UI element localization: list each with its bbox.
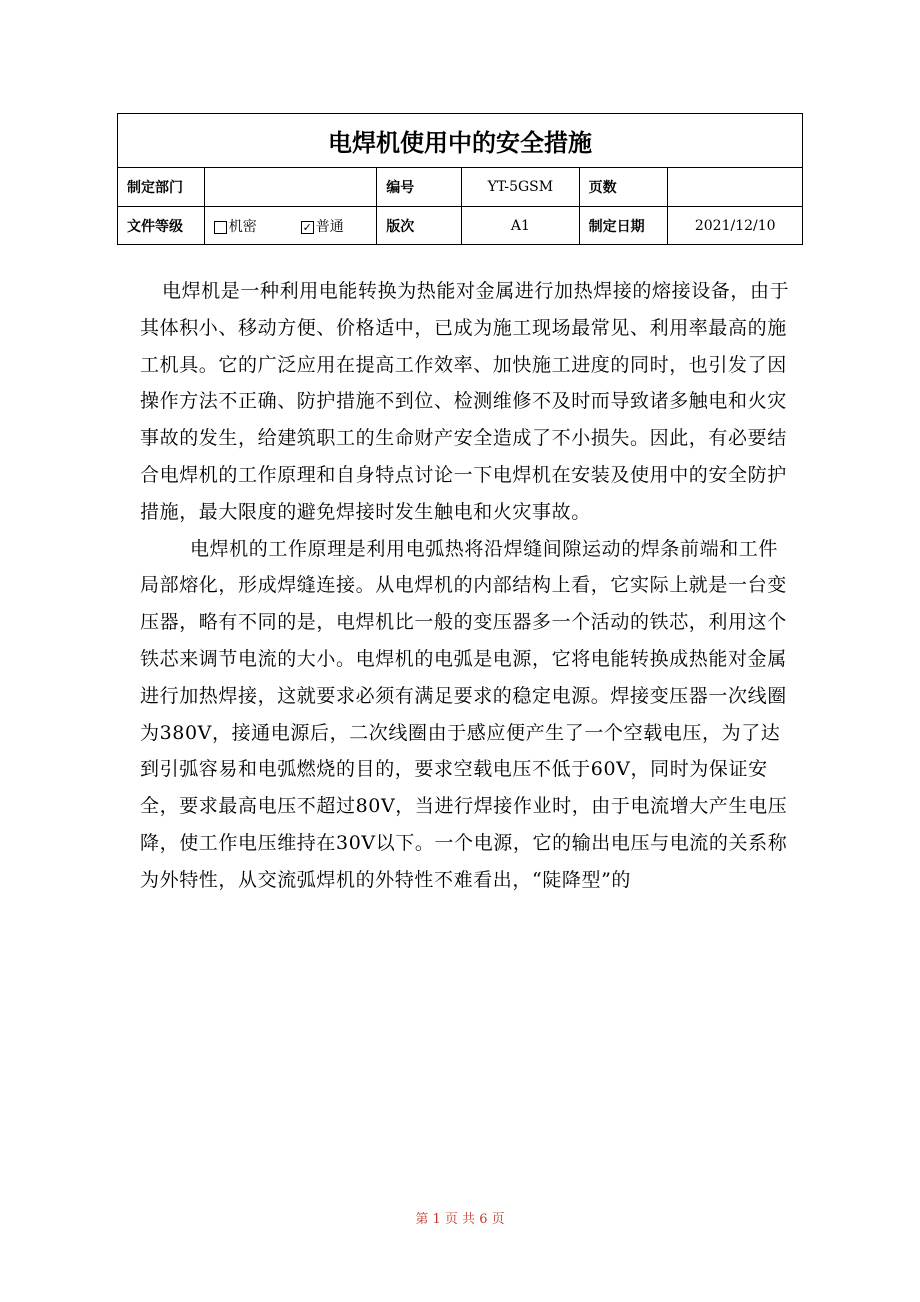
unchecked-box-icon bbox=[214, 221, 227, 234]
pages-value bbox=[668, 168, 802, 206]
date-value: 2021/12/10 bbox=[694, 218, 776, 234]
number-label: 编号 bbox=[377, 168, 462, 206]
level-options bbox=[205, 207, 378, 245]
document-title: 电焊机使用中的安全措施 bbox=[118, 114, 802, 168]
document-header-table bbox=[117, 113, 803, 245]
page-number-footer: 第 1 页 共 6 页 bbox=[415, 1212, 505, 1227]
date-label: 制定日期 bbox=[580, 207, 669, 245]
version-label: 版次 bbox=[377, 207, 462, 245]
paragraph-2: 电焊机的工作原理是利用电弧热将沿焊缝间隙运动的焊条前端和工件局部熔化，形成焊缝连接。从电焊机的内部结构上看，它实际上就是一台变压器，略有不同的是，电焊机比一般的变压器多一个活动的铁芯，利用这个铁芯来调节电流的大小。电焊机的电弧是电源，它将电能转换成热能对金属进行加热焊接，这就要求必须有满足要求的稳定电源。焊接变压器一次线圈为380V，接通电源后，二次线圈由于感应便产生了一个空载电压，为了达到引弧容易和电弧燃烧的目的，要求空载电压不低于60V，同时为保证安全，要求最高电压不超过80V，当进行焊接作业时，由于电流增大产生电压降，使工作电压维持在30V以下。一个电源，它的输出电压与电流的关系称为外特性，从交流弧焊机的外特性不难看出，“陡降型”的 bbox=[140, 537, 788, 891]
level-label: 文件等级 bbox=[118, 207, 205, 245]
option-normal: 普通 bbox=[315, 219, 344, 235]
paragraph-1: 电焊机是一种利用电能转换为热能对金属进行加热焊接的熔接设备，由于其体积小、移动方便、价格适中，已成为施工现场最常见、利用率最高的施工机具。它的广泛应用在提高工作效率、加快施工进度的同时，也引发了因操作方法不正确、防护措施不到位、检测维修不及时而导致诸多触电和火灾事故的发生，给建筑职工的生命财产安全造成了不小损失。因此，有必要结合电焊机的工作原理和自身特点讨论一下电焊机在安装及使用中的安全防护措施，最大限度的避免焊接时发生触电和火灾事故。 bbox=[140, 280, 790, 523]
option-secret: 机密 bbox=[228, 219, 257, 235]
document-body bbox=[140, 273, 790, 899]
header-row-2 bbox=[118, 207, 802, 245]
dept-value bbox=[205, 168, 377, 206]
dept-label: 制定部门 bbox=[118, 168, 205, 206]
number-value: YT-5GSM bbox=[462, 168, 580, 206]
header-row-1 bbox=[118, 168, 802, 207]
pages-label: 页数 bbox=[580, 168, 669, 206]
checked-box-icon: ✓ bbox=[302, 220, 312, 234]
version-value: A1 bbox=[462, 207, 580, 245]
